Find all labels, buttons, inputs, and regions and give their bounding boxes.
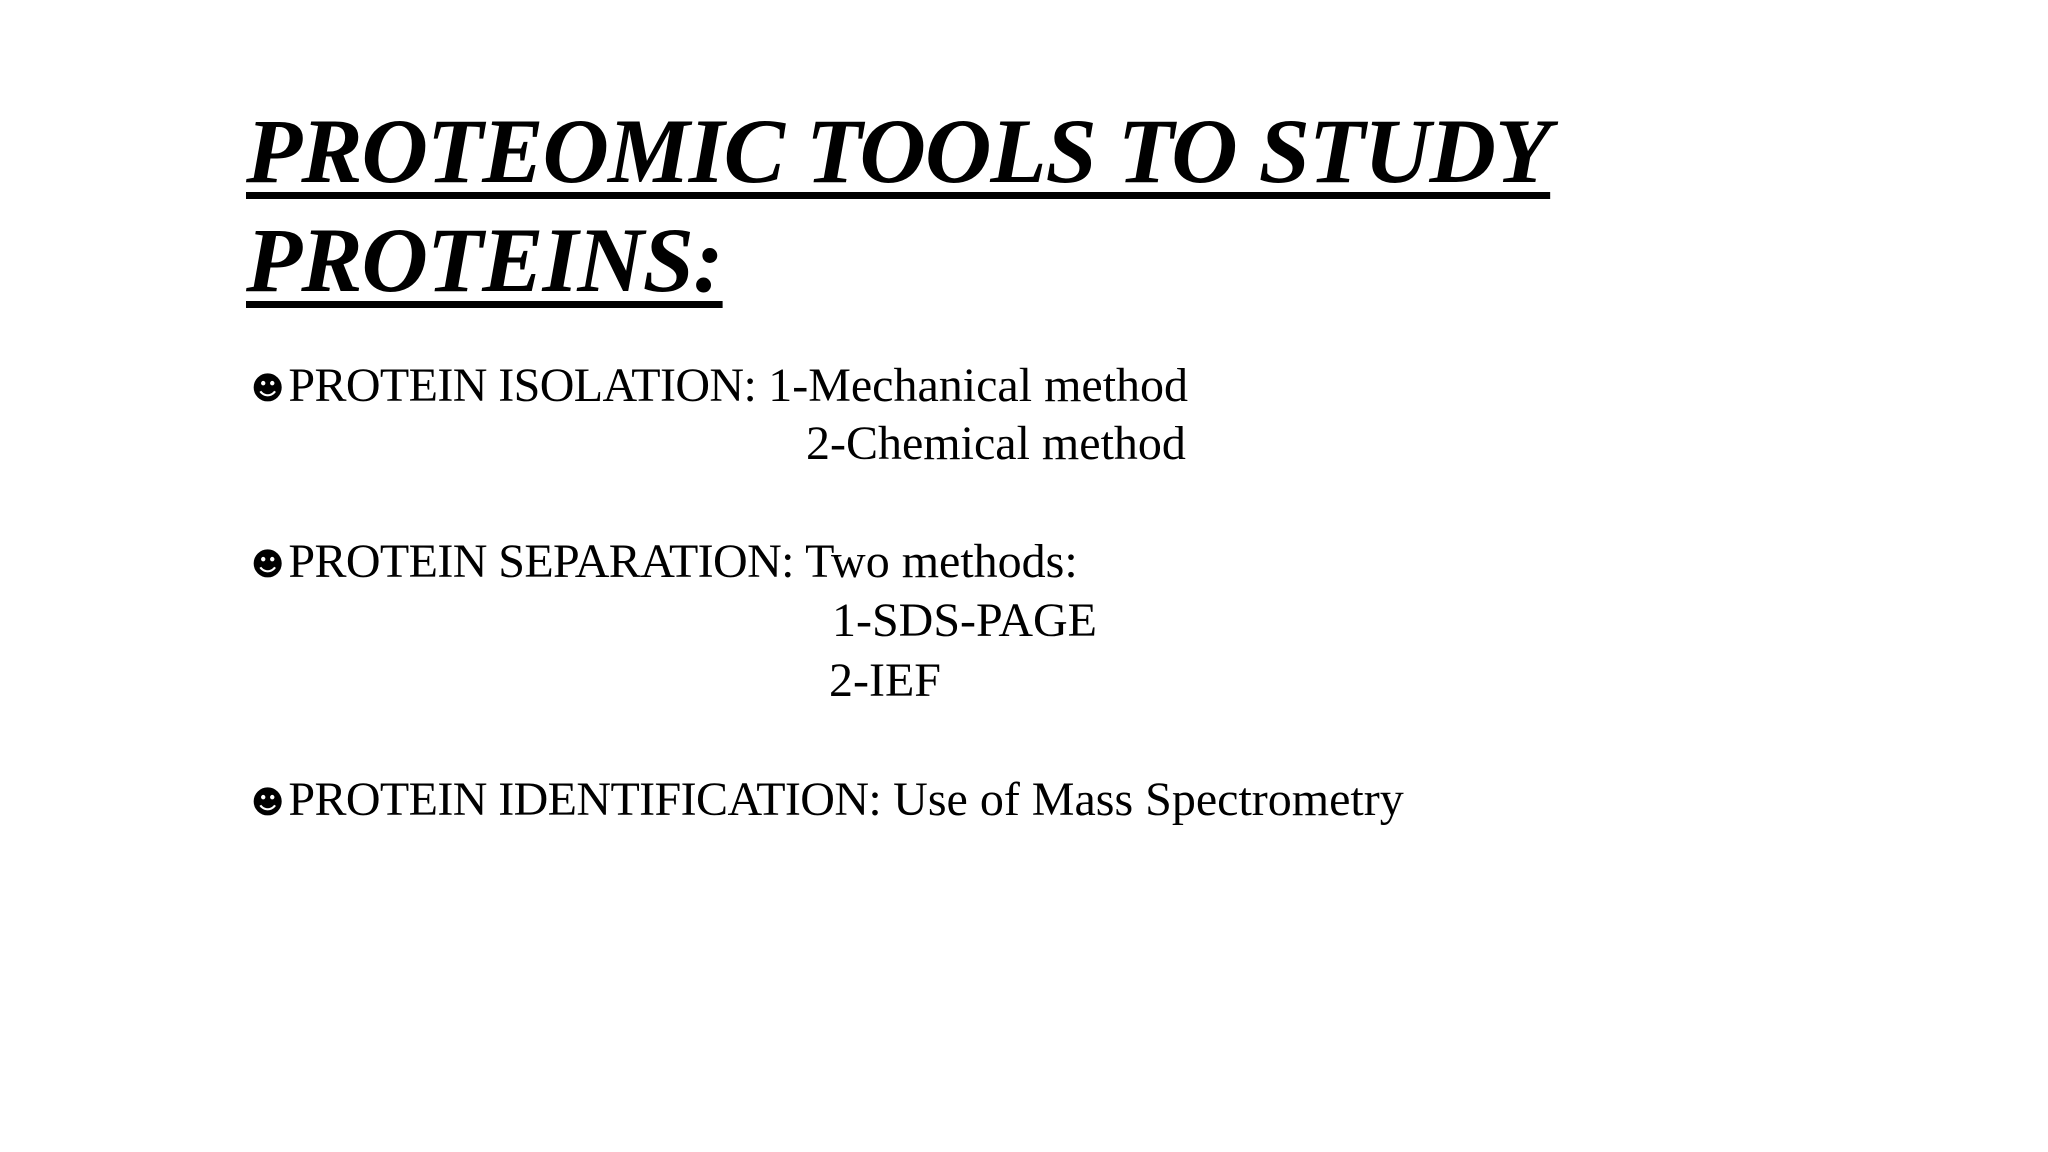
isolation-heading: PROTEIN ISOLATION: — [288, 359, 757, 412]
separation-item — [251, 535, 1078, 588]
isolation-method-2: 2-Chemical method — [806, 417, 1186, 470]
identification-method: Use of Mass Spectrometry — [893, 773, 1404, 826]
identification-item — [251, 773, 1404, 826]
separation-method-1: 1-SDS-PAGE — [832, 594, 1097, 647]
smiley-face-icon: ☻ — [251, 783, 285, 821]
identification-heading: PROTEIN IDENTIFICATION: — [288, 773, 882, 826]
smiley-face-icon: ☻ — [251, 369, 285, 407]
isolation-item — [251, 359, 1189, 412]
slide-title-line-2: PROTEINS: — [246, 209, 723, 311]
separation-heading: PROTEIN SEPARATION: — [288, 535, 794, 588]
isolation-method-1: 1-Mechanical method — [768, 359, 1189, 412]
separation-method-2: 2-IEF — [829, 654, 941, 707]
separation-intro: Two methods: — [805, 535, 1078, 588]
slide-title-line-1: PROTEOMIC TOOLS TO STUDY — [246, 100, 1551, 202]
smiley-face-icon: ☻ — [251, 545, 285, 583]
